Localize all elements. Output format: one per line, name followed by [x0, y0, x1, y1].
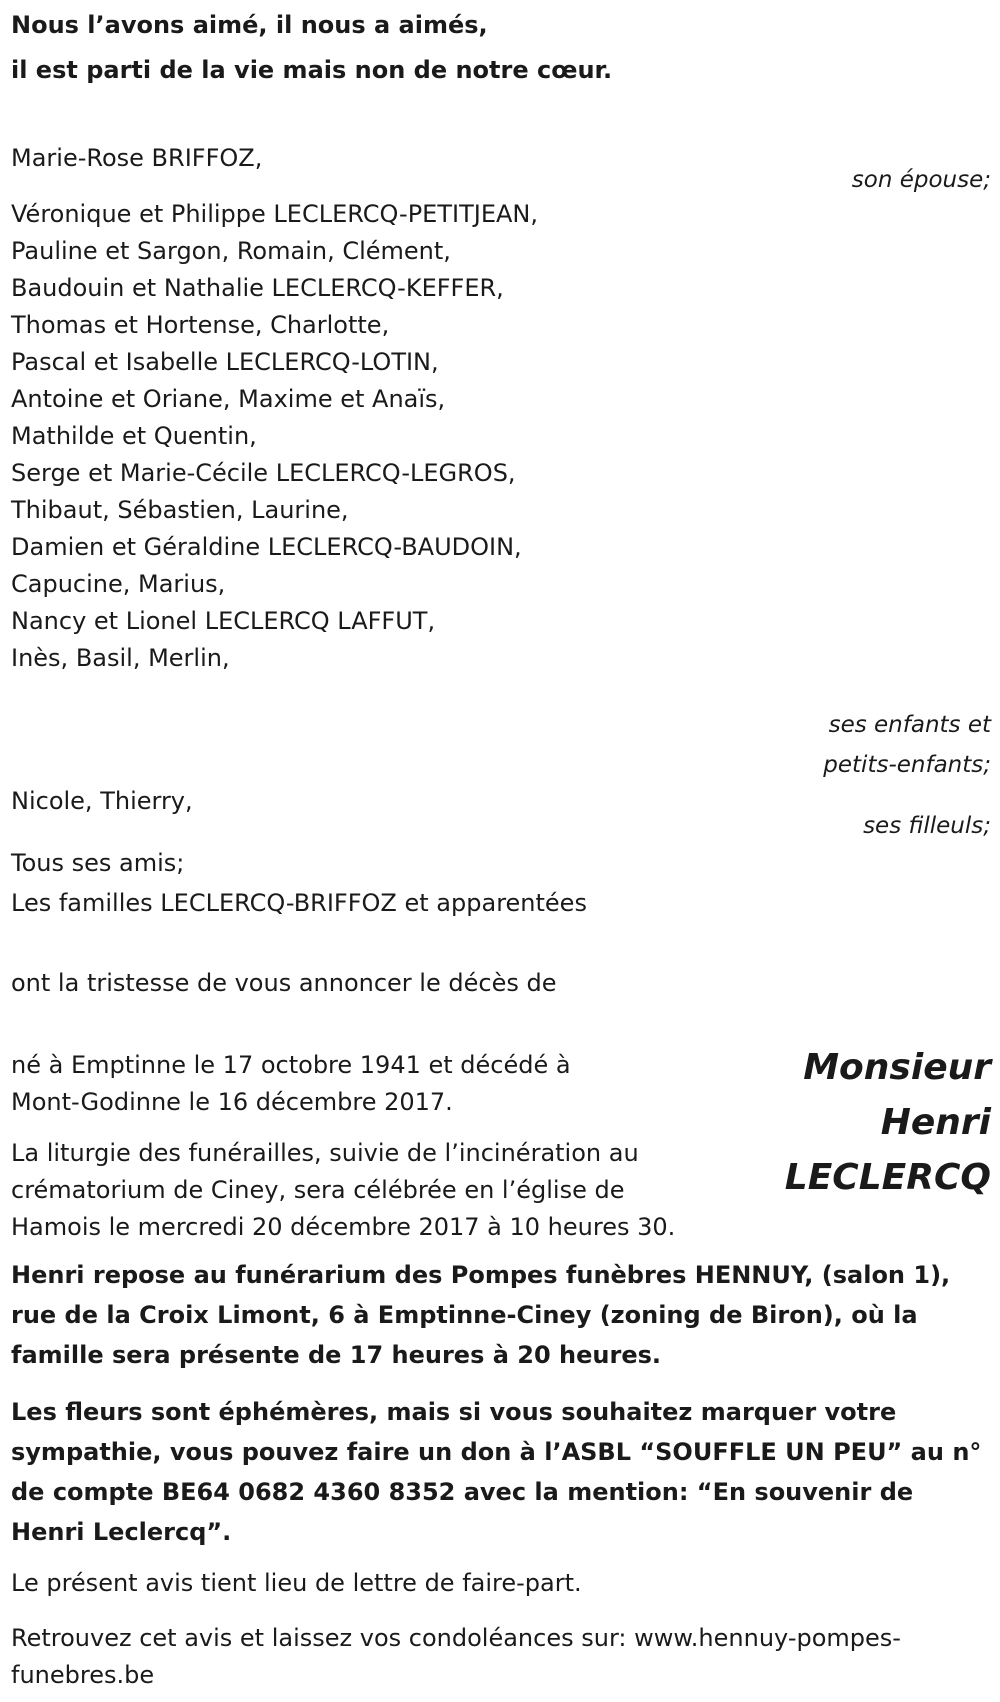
godchildren-names: Nicole, Thierry,	[11, 787, 193, 815]
flowers-line-2: sympathie, vous pouvez faire un don à l’ASBL “SOUFFLE UN PEU” au n°	[11, 1438, 982, 1466]
children-line: Thomas et Hortense, Charlotte,	[11, 311, 390, 339]
godchildren-relation: ses filleuls;	[863, 813, 991, 839]
birth-death-line-2: Mont-Godinne le 16 décembre 2017.	[11, 1088, 453, 1116]
flowers-line-1: Les fleurs sont éphémères, mais si vous souhaitez marquer votre	[11, 1398, 897, 1426]
repose-line-1: Henri repose au funérarium des Pompes funèbres HENNUY, (salon 1),	[11, 1261, 951, 1289]
flowers-line-4: Henri Leclercq”.	[11, 1518, 232, 1546]
website-line-2: funebres.be	[11, 1661, 155, 1689]
birth-death-line-1: né à Emptinne le 17 octobre 1941 et décédé à	[11, 1051, 571, 1079]
deceased-last-name: LECLERCQ	[784, 1157, 991, 1198]
repose-line-3: famille sera présente de 17 heures à 20 heures.	[11, 1341, 661, 1369]
liturgy	[11, 1135, 751, 1246]
children-line: Pauline et Sargon, Romain, Clément,	[11, 237, 451, 265]
children-line: Capucine, Marius,	[11, 570, 226, 598]
spouse-name: Marie-Rose BRIFFOZ,	[11, 144, 263, 172]
flowers-line-3: de compte BE64 0682 4360 8352 avec la mention: “En souvenir de	[11, 1478, 914, 1506]
children-line: Mathilde et Quentin,	[11, 422, 257, 450]
friends-line-2: Les familles LECLERCQ-BRIFFOZ et apparentées	[11, 889, 587, 917]
deceased-title: Monsieur	[803, 1047, 991, 1088]
children-line: Nancy et Lionel LECLERCQ LAFFUT,	[11, 607, 436, 635]
birth-death	[11, 1047, 731, 1121]
website-info	[11, 1620, 991, 1694]
website-line-1: Retrouvez cet avis et laissez vos condoléances sur: www.hennuy-pompes-	[11, 1624, 901, 1652]
motto-line-2: il est parti de la vie mais non de notre cœur.	[11, 56, 613, 84]
children-list	[11, 196, 991, 677]
children-line: Baudouin et Nathalie LECLERCQ-KEFFER,	[11, 274, 504, 302]
liturgy-line-1: La liturgie des funérailles, suivie de l’incinération au	[11, 1139, 639, 1167]
flowers-donation	[11, 1392, 991, 1552]
repose-info	[11, 1255, 991, 1375]
motto-line-1: Nous l’avons aimé, il nous a aimés,	[11, 11, 488, 39]
deceased-first-name: Henri	[880, 1102, 991, 1143]
repose-line-2: rue de la Croix Limont, 6 à Emptinne-Ciney (zoning de Biron), où la	[11, 1301, 918, 1329]
deceased-name	[785, 1040, 991, 1205]
children-line: Antoine et Oriane, Maxime et Anaïs,	[11, 385, 446, 413]
friends-line-1: Tous ses amis;	[11, 849, 185, 877]
children-relation-line-2: petits-enfants;	[823, 752, 991, 778]
children-line: Damien et Géraldine LECLERCQ-BAUDOIN,	[11, 533, 522, 561]
children-line: Véronique et Philippe LECLERCQ-PETITJEAN,	[11, 200, 538, 228]
children-line: Serge et Marie-Cécile LECLERCQ-LEGROS,	[11, 459, 516, 487]
liturgy-line-3: Hamois le mercredi 20 décembre 2017 à 10 heures 30.	[11, 1213, 676, 1241]
children-line: Inès, Basil, Merlin,	[11, 644, 230, 672]
notice-text: Le présent avis tient lieu de lettre de faire-part.	[11, 1569, 582, 1597]
children-relation-line-1: ses enfants et	[828, 712, 991, 738]
liturgy-line-2: crématorium de Ciney, sera célébrée en l’église de	[11, 1176, 625, 1204]
children-line: Pascal et Isabelle LECLERCQ-LOTIN,	[11, 348, 439, 376]
spouse-relation: son épouse;	[851, 167, 991, 193]
children-line: Thibaut, Sébastien, Laurine,	[11, 496, 349, 524]
announcement: ont la tristesse de vous annoncer le décès de	[11, 969, 557, 997]
